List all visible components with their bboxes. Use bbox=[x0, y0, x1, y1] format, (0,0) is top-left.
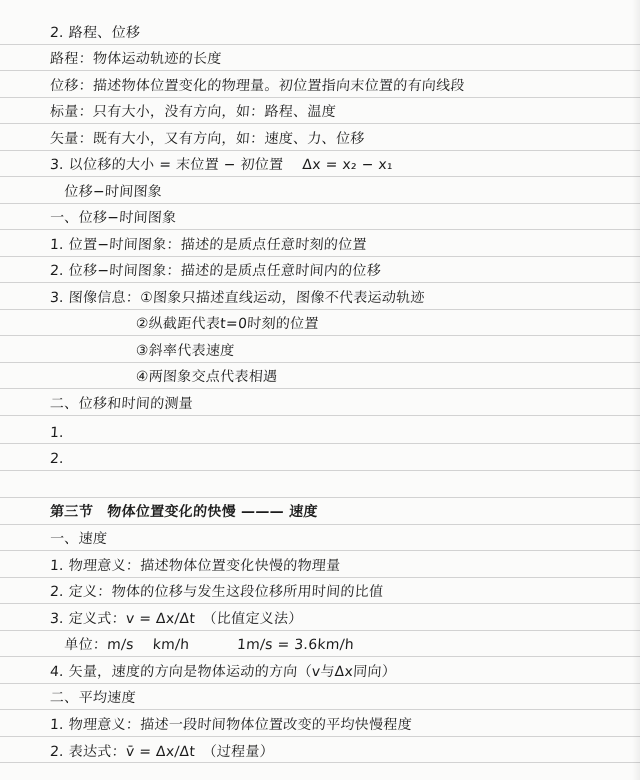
ruled-line bbox=[0, 736, 640, 737]
ruled-line bbox=[0, 762, 640, 763]
note-line: 1. 物理意义：描述一段时间物体位置改变的平均快慢程度 bbox=[49, 717, 413, 733]
page-edge-shadow bbox=[632, 0, 640, 780]
note-line: 二、位移和时间的测量 bbox=[49, 396, 194, 412]
ruled-line bbox=[0, 415, 640, 416]
ruled-line bbox=[0, 70, 640, 71]
note-line: 2. 位移−时间图象：描述的是质点任意时间内的位移 bbox=[49, 263, 382, 279]
note-line: 位移−时间图象 bbox=[49, 184, 163, 200]
note-line: 2. 路程、位移 bbox=[49, 25, 141, 41]
ruled-line bbox=[0, 362, 640, 363]
note-line: 一、位移−时间图象 bbox=[49, 210, 177, 226]
ruled-line bbox=[0, 603, 640, 604]
note-line: 1. bbox=[49, 425, 65, 441]
note-line: 2. bbox=[49, 451, 65, 467]
note-line: 第三节 物体位置变化的快慢 ——— 速度 bbox=[49, 504, 319, 520]
ruled-line bbox=[0, 577, 640, 578]
ruled-line bbox=[0, 550, 640, 551]
ruled-line bbox=[0, 282, 640, 283]
note-line: 3. 定义式：v = Δx/Δt （比值定义法） bbox=[49, 611, 304, 627]
note-line: 路程：物体运动轨迹的长度 bbox=[49, 51, 223, 67]
ruled-line bbox=[0, 470, 640, 471]
note-line: 位移：描述物体位置变化的物理量。初位置指向末位置的有向线段 bbox=[49, 78, 466, 94]
ruled-line bbox=[0, 150, 640, 151]
note-line: 1. 物理意义：描述物体位置变化快慢的物理量 bbox=[49, 558, 341, 574]
ruled-line bbox=[0, 123, 640, 124]
ruled-line bbox=[0, 388, 640, 389]
note-line: 3. 图像信息：①图象只描述直线运动，图像不代表运动轨迹 bbox=[49, 290, 426, 306]
ruled-line bbox=[0, 309, 640, 310]
note-line: ④两图象交点代表相遇 bbox=[49, 369, 278, 385]
note-line: 一、速度 bbox=[49, 531, 108, 547]
note-line: 1. 位置−时间图象：描述的是质点任意时刻的位置 bbox=[49, 237, 368, 253]
note-line: 2. 定义：物体的位移与发生这段位移所用时间的比值 bbox=[49, 584, 384, 600]
ruled-line bbox=[0, 97, 640, 98]
ruled-line bbox=[0, 256, 640, 257]
ruled-line bbox=[0, 229, 640, 230]
note-line: 4. 矢量，速度的方向是物体运动的方向（v与Δx同向） bbox=[49, 664, 397, 680]
note-line: 矢量：既有大小，又有方向，如：速度、力、位移 bbox=[49, 131, 366, 147]
ruled-line bbox=[0, 524, 640, 525]
ruled-line bbox=[0, 630, 640, 631]
note-line: 2. 表达式：v̄ = Δx/Δt （过程量） bbox=[49, 744, 275, 760]
note-line: 标量：只有大小，没有方向，如：路程、温度 bbox=[49, 104, 337, 120]
ruled-line bbox=[0, 203, 640, 204]
ruled-line bbox=[0, 683, 640, 684]
ruled-line bbox=[0, 176, 640, 177]
note-line: ③斜率代表速度 bbox=[49, 343, 236, 359]
note-line: 二、平均速度 bbox=[49, 690, 137, 706]
ruled-line bbox=[0, 44, 640, 45]
note-line: 单位：m/s km/h 1m/s = 3.6km/h bbox=[49, 637, 355, 653]
note-line: ②纵截距代表t=0时刻的位置 bbox=[49, 316, 320, 332]
note-line: 3. 以位移的大小 = 末位置 − 初位置 Δx = x₂ − x₁ bbox=[49, 157, 394, 173]
ruled-line bbox=[0, 709, 640, 710]
ruled-line bbox=[0, 656, 640, 657]
ruled-line bbox=[0, 443, 640, 444]
ruled-line bbox=[0, 335, 640, 336]
ruled-line bbox=[0, 497, 640, 498]
